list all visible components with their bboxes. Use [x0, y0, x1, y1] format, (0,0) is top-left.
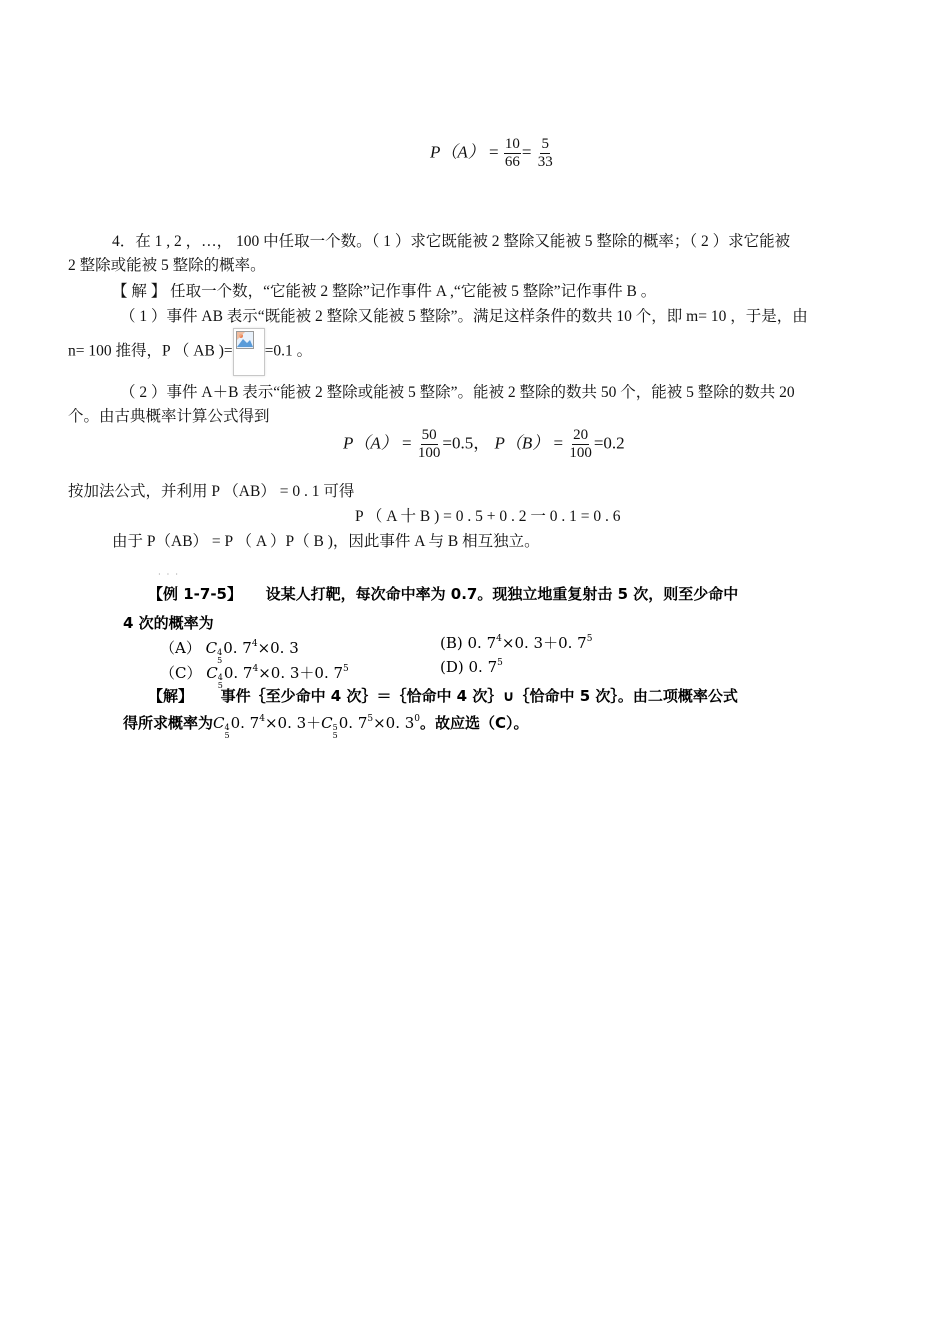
formula-pa-pb [343, 427, 625, 462]
fraction-denominator: 100 [417, 445, 441, 461]
broken-image-icon [233, 328, 265, 376]
example-label: 【例 1-7-5】 [148, 585, 242, 603]
binom-sub: 5 [217, 681, 223, 690]
part2-line2: 个。由古典概率计算公式得到 [68, 408, 270, 425]
fraction-numerator: 10 [504, 136, 520, 152]
solution-e4: 0 [414, 714, 421, 724]
fraction-numerator: 20 [573, 427, 589, 443]
formula-eq: = [402, 433, 412, 453]
binom-sup: 5 [332, 723, 338, 732]
fraction-10-66 [504, 136, 521, 171]
fraction-5-33 [537, 136, 554, 171]
solution-t1: 0. 7 [230, 714, 260, 732]
option-b [440, 632, 592, 653]
solution-t5: 。故应选（C）。 [420, 714, 529, 732]
formula-eq: = [521, 142, 532, 162]
solution-c2: C [321, 714, 333, 732]
addition-formula-line: 按加法公式，并利用 P （AB） = 0 . 1 可得 [68, 483, 355, 500]
example-question-text: 设某人打靶，每次命中率为 0.7。现独立地重复射击 5 次，则至少命中 [265, 585, 739, 603]
problem4-line1: 4．在 1 , 2 ，…， 100 中任取一个数。（ 1 ）求它既能被 2 整除又能被 5 整除的概率；（ 2 ）求它能被 [112, 233, 791, 250]
part1-line2-pre: n= 100 推得，P （ AB )= [68, 342, 233, 360]
option-b-exp: 4 [496, 634, 502, 644]
fraction-numerator: 5 [541, 136, 549, 152]
solution-c1-binom [225, 724, 230, 740]
formula-pb: P（B） [494, 433, 550, 453]
solution-line2-pre: 得所求概率为 [123, 714, 214, 732]
option-a-exp: 4 [251, 639, 258, 649]
example-question-line2 [123, 612, 214, 633]
formula-result-b: =0.2 [593, 433, 625, 453]
binom-sub: 5 [224, 731, 230, 740]
option-b-label: (B) [440, 634, 463, 652]
part1-line1: （ 1 ）事件 AB 表示“既能被 2 整除又能被 5 整除”。满足这样条件的数共 10 个，即 m= 10 ，于是，由 [120, 308, 808, 325]
fraction-denominator: 66 [504, 154, 520, 170]
example-solution-label: 【解】 [148, 687, 194, 705]
solution-t3: 0. 7 [338, 714, 368, 732]
example-question-line1 [148, 583, 738, 604]
example-solution-line1 [148, 685, 738, 706]
example-solution-line2 [123, 712, 529, 740]
formula-eq: = [553, 433, 564, 453]
fraction-denominator: 100 [569, 445, 592, 461]
option-d [440, 658, 503, 676]
solution-e3: 5 [367, 714, 374, 724]
scan-specks: · · · [158, 570, 180, 579]
option-d-label: (D) [440, 658, 464, 676]
independence-line: 由于 P（AB） = P （ A ）P（ B )，因此事件 A 与 B 相互独立。 [112, 533, 540, 550]
example-solution-text: 事件｛至少命中 4 次｝＝｛恰命中 4 次｝∪｛恰命中 5 次｝。由二项概率公式 [220, 687, 738, 705]
option-a-base: 0. 7 [223, 639, 252, 657]
option-d-exp: 5 [497, 658, 503, 668]
binom-sub: 5 [217, 656, 223, 665]
formula-pa: P（A） [343, 433, 398, 453]
option-b-exp2: 5 [586, 634, 593, 644]
option-c-exp: 4 [252, 664, 259, 674]
fraction-20-100 [568, 427, 593, 462]
part1-line2 [68, 328, 312, 376]
binom-sup: 4 [224, 723, 230, 732]
solution-t4: ×0. 3 [373, 714, 415, 732]
binom-sup: 4 [217, 673, 223, 682]
formula-result-a: =0.5， [442, 433, 491, 453]
binom-sup: 4 [217, 648, 223, 657]
option-b-mid: ×0. 3＋0. 7 [501, 634, 587, 652]
option-b-base: 0. 7 [467, 634, 497, 652]
option-a-label: （A） [160, 639, 201, 657]
solution-c2-binom [333, 724, 338, 740]
option-a-c: C [205, 639, 218, 657]
problem4-line2: 2 整除或能被 5 整除的概率。 [68, 257, 266, 274]
option-d-base: 0. 7 [468, 658, 498, 676]
example-question-text2: 4 次的概率为 [123, 614, 214, 632]
solution-e1: 4 [259, 714, 265, 724]
option-c-c: C [206, 664, 218, 682]
sum-line: P （ A 十 B ) = 0 . 5 + 0 . 2 一 0 . 1 = 0 . 6 [355, 508, 621, 525]
formula-lhs: P（A） [430, 142, 485, 162]
fraction-denominator: 33 [537, 154, 553, 170]
option-c-exp2: 5 [343, 664, 349, 674]
fraction-50-100 [417, 427, 442, 462]
option-c-mid: ×0. 3＋0. 7 [258, 664, 344, 682]
part2-line1: （ 2 ）事件 A＋B 表示“能被 2 整除或能被 5 整除”。能被 2 整除的数共 50 个，能被 5 整除的数共 20 [120, 384, 795, 401]
formula-top [430, 136, 555, 171]
option-c-base: 0. 7 [223, 664, 253, 682]
option-a-tail: ×0. 3 [257, 639, 299, 657]
binom-sub: 5 [332, 731, 338, 740]
part1-line2-post: =0.1 。 [264, 342, 313, 360]
option-c-label: （C） [160, 664, 202, 682]
solution-t2: ×0. 3＋ [264, 714, 322, 732]
solution-intro: 【 解 】 任取一个数，“它能被 2 整除”记作事件 A ,“它能被 5 整除”记作事件 B 。 [112, 283, 657, 300]
solution-c1: C [213, 714, 225, 732]
formula-eq: = [489, 142, 499, 162]
fraction-numerator: 50 [421, 427, 437, 443]
option-a [160, 637, 299, 665]
